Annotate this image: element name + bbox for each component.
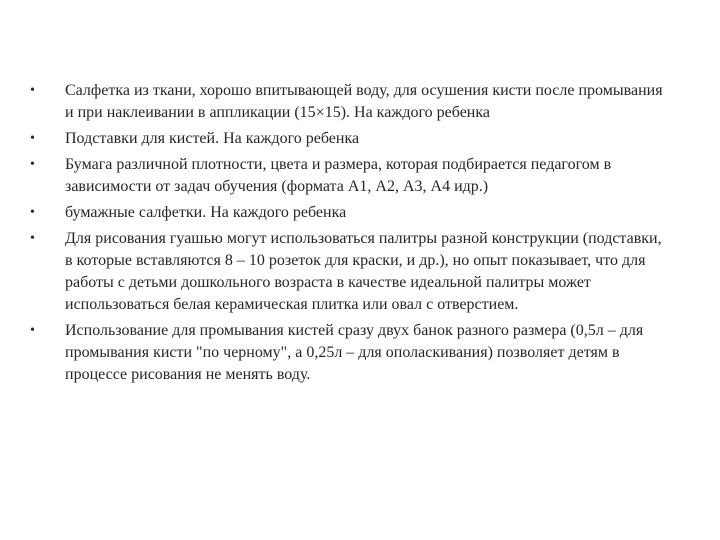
bullet-item-4 (30, 202, 670, 224)
bullet-item-1 (30, 80, 670, 124)
bullet-item-2 (30, 128, 670, 150)
bullet-marker: • (30, 83, 35, 98)
bullet-text: бумажные салфетки. На каждого ребенка (65, 204, 347, 221)
bullet-item-5 (30, 228, 670, 316)
bullet-item-6 (30, 320, 670, 386)
bullet-text: Для рисования гуашью могут использоваться палитры разной конструкции (подставки, в которые вставляются 8 – 10 розеток для краски, и др.), но опыт показывает, что для работы с детьми дошкольного возраста в качестве идеальной палитры может использоваться белая керамическая плитка или овал с отверстием. (65, 230, 662, 313)
bullet-marker: • (30, 205, 35, 220)
bullet-marker: • (30, 157, 35, 172)
bullet-item-3 (30, 154, 670, 198)
bullet-marker: • (30, 231, 35, 246)
bullet-text: Бумага различной плотности, цвета и размера, которая подбирается педагогом в зависимости от задач обучения (формата А1, А2, А3, А4 идр.) (65, 156, 612, 195)
bullet-text: Использование для промывания кистей сразу двух банок разного размера (0,5л – для промывания кисти "по черному", а 0,25л – для ополаскивания) позволяет детям в процессе рисования не менять воду. (65, 322, 644, 383)
bullet-list (30, 80, 670, 390)
bullet-marker: • (30, 323, 35, 338)
bullet-marker: • (30, 131, 35, 146)
bullet-text: Салфетка из ткани, хорошо впитывающей воду, для осушения кисти после промывания и при наклеивании в аппликации (15×15). На каждого ребенка (65, 82, 663, 121)
bullet-text: Подставки для кистей. На каждого ребенка (65, 130, 360, 147)
